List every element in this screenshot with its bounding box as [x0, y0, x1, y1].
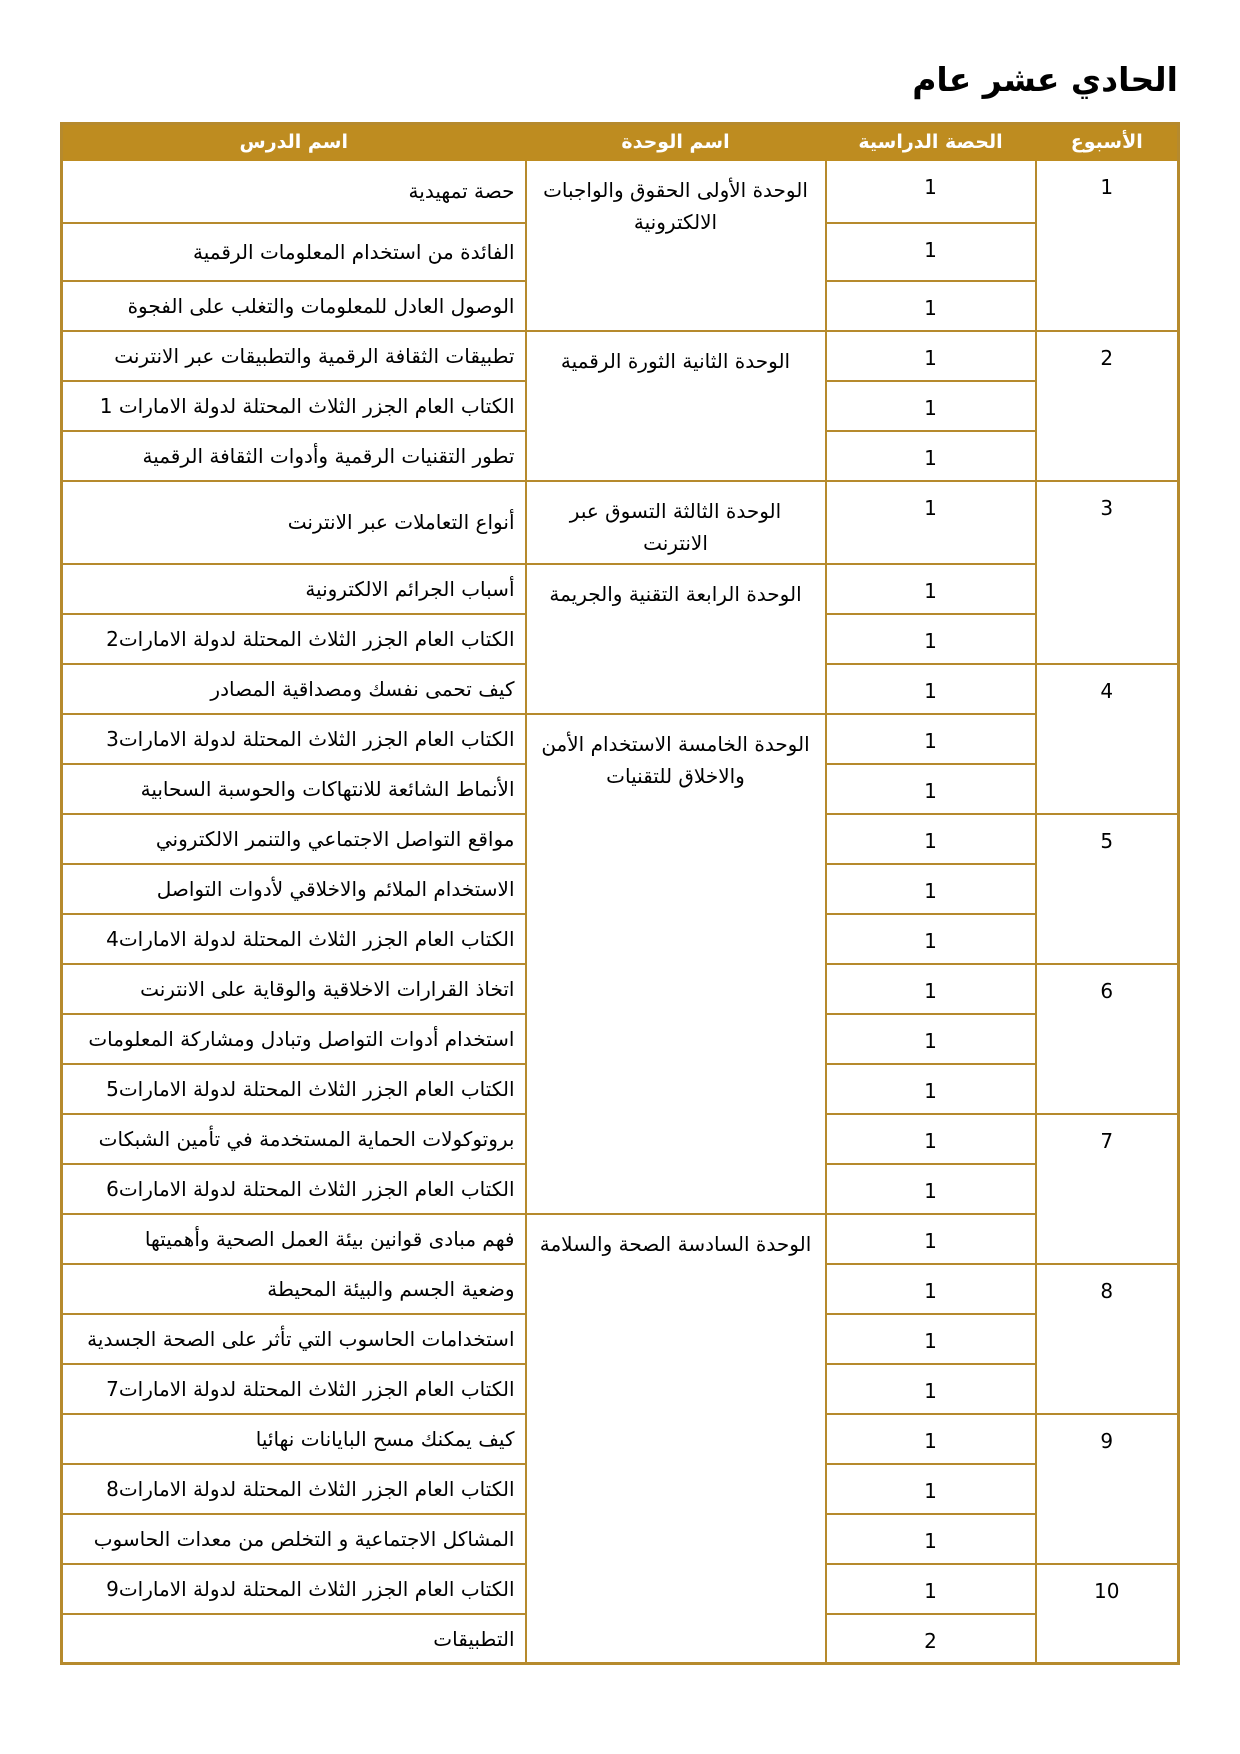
table-row: [62, 331, 1179, 381]
period-cell: 1: [826, 1014, 1036, 1064]
lesson-cell: الكتاب العام الجزر الثلاث المحتلة لدولة الامارات6: [62, 1164, 526, 1214]
lesson-cell: كيف يمكنك مسح البايانات نهائيا: [62, 1414, 526, 1464]
week-cell: 7: [1036, 1114, 1179, 1264]
period-cell: 1: [826, 431, 1036, 481]
period-cell: 1: [826, 1214, 1036, 1264]
week-cell: 3: [1036, 481, 1179, 664]
lesson-cell: اتخاذ القرارات الاخلاقية والوقاية على الانترنت: [62, 964, 526, 1014]
lesson-cell: الكتاب العام الجزر الثلاث المحتلة لدولة الامارات4: [62, 914, 526, 964]
lesson-cell: مواقع التواصل الاجتماعي والتنمر الالكتروني: [62, 814, 526, 864]
week-cell: 8: [1036, 1264, 1179, 1414]
lesson-cell: أنواع التعاملات عبر الانترنت: [62, 481, 526, 564]
period-cell: 2: [826, 1614, 1036, 1664]
document-page: [63, 0, 1180, 1665]
header-lesson: اسم الدرس: [62, 124, 526, 160]
period-cell: 1: [826, 331, 1036, 381]
period-cell: 1: [826, 1464, 1036, 1514]
unit-cell: الوحدة السادسة الصحة والسلامة: [526, 1214, 826, 1664]
week-cell: 10: [1036, 1564, 1179, 1664]
curriculum-table: [60, 122, 1180, 1665]
period-cell: 1: [826, 664, 1036, 714]
period-cell: 1: [826, 614, 1036, 664]
period-cell: 1: [826, 1164, 1036, 1214]
week-cell: 4: [1036, 664, 1179, 814]
table-row: [62, 1214, 1179, 1264]
lesson-cell: حصة تمهيدية: [62, 160, 526, 223]
table-header-row: [62, 124, 1179, 160]
period-cell: 1: [826, 1414, 1036, 1464]
period-cell: 1: [826, 1264, 1036, 1314]
table-row: [62, 481, 1179, 564]
period-cell: 1: [826, 1514, 1036, 1564]
lesson-cell: استخدام أدوات التواصل وتبادل ومشاركة المعلومات: [62, 1014, 526, 1064]
table-row: [62, 160, 1179, 223]
lesson-cell: المشاكل الاجتماعية و التخلص من معدات الحاسوب: [62, 1514, 526, 1564]
period-cell: 1: [826, 1314, 1036, 1364]
header-period: الحصة الدراسية: [826, 124, 1036, 160]
period-cell: 1: [826, 964, 1036, 1014]
lesson-cell: كيف تحمى نفسك ومصداقية المصادر: [62, 664, 526, 714]
lesson-cell: الكتاب العام الجزر الثلاث المحتلة لدولة الامارات2: [62, 614, 526, 664]
lesson-cell: الكتاب العام الجزر الثلاث المحتلة لدولة الامارات5: [62, 1064, 526, 1114]
unit-cell: الوحدة الخامسة الاستخدام الأمن والاخلاق للتقنيات: [526, 714, 826, 1214]
period-cell: 1: [826, 914, 1036, 964]
lesson-cell: الكتاب العام الجزر الثلاث المحتلة لدولة الامارات7: [62, 1364, 526, 1414]
unit-cell: الوحدة الرابعة التقنية والجريمة: [526, 564, 826, 714]
lesson-cell: الكتاب العام الجزر الثلاث المحتلة لدولة الامارات 1: [62, 381, 526, 431]
period-cell: 1: [826, 814, 1036, 864]
lesson-cell: الكتاب العام الجزر الثلاث المحتلة لدولة الامارات8: [62, 1464, 526, 1514]
period-cell: 1: [826, 1064, 1036, 1114]
period-cell: 1: [826, 160, 1036, 223]
week-cell: 2: [1036, 331, 1179, 481]
period-cell: 1: [826, 223, 1036, 281]
week-cell: 9: [1036, 1414, 1179, 1564]
page-title: الحادي عشر عام: [912, 60, 1178, 99]
lesson-cell: الاستخدام الملائم والاخلاقي لأدوات التواصل: [62, 864, 526, 914]
table-row: [62, 564, 1179, 614]
unit-cell: الوحدة الثانية الثورة الرقمية: [526, 331, 826, 481]
period-cell: 1: [826, 764, 1036, 814]
lesson-cell: بروتوكولات الحماية المستخدمة في تأمين الشبكات: [62, 1114, 526, 1164]
period-cell: 1: [826, 1114, 1036, 1164]
header-unit: اسم الوحدة: [526, 124, 826, 160]
lesson-cell: استخدامات الحاسوب التي تأثر على الصحة الجسدية: [62, 1314, 526, 1364]
lesson-cell: الأنماط الشائعة للانتهاكات والحوسبة السحابية: [62, 764, 526, 814]
lesson-cell: الكتاب العام الجزر الثلاث المحتلة لدولة الامارات9: [62, 1564, 526, 1614]
lesson-cell: فهم مبادى قوانين بيئة العمل الصحية وأهميتها: [62, 1214, 526, 1264]
header-week: الأسبوع: [1036, 124, 1179, 160]
lesson-cell: الفائدة من استخدام المعلومات الرقمية: [62, 223, 526, 281]
lesson-cell: تطور التقنيات الرقمية وأدوات الثقافة الرقمية: [62, 431, 526, 481]
period-cell: 1: [826, 864, 1036, 914]
period-cell: 1: [826, 714, 1036, 764]
period-cell: 1: [826, 564, 1036, 614]
period-cell: 1: [826, 1564, 1036, 1614]
period-cell: 1: [826, 1364, 1036, 1414]
lesson-cell: وضعية الجسم والبيئة المحيطة: [62, 1264, 526, 1314]
period-cell: 1: [826, 281, 1036, 331]
lesson-cell: تطبيقات الثقافة الرقمية والتطبيقات عبر الانترنت: [62, 331, 526, 381]
table-row: [62, 714, 1179, 764]
table-body: [62, 160, 1179, 1664]
unit-cell: الوحدة الثالثة التسوق عبر الانترنت: [526, 481, 826, 564]
period-cell: 1: [826, 481, 1036, 564]
period-cell: 1: [826, 381, 1036, 431]
lesson-cell: الوصول العادل للمعلومات والتغلب على الفجوة: [62, 281, 526, 331]
week-cell: 5: [1036, 814, 1179, 964]
lesson-cell: التطبيقات: [62, 1614, 526, 1664]
lesson-cell: أسباب الجرائم الالكترونية: [62, 564, 526, 614]
week-cell: 6: [1036, 964, 1179, 1114]
lesson-cell: الكتاب العام الجزر الثلاث المحتلة لدولة الامارات3: [62, 714, 526, 764]
unit-cell: الوحدة الأولى الحقوق والواجبات الالكترونية: [526, 160, 826, 331]
week-cell: 1: [1036, 160, 1179, 331]
